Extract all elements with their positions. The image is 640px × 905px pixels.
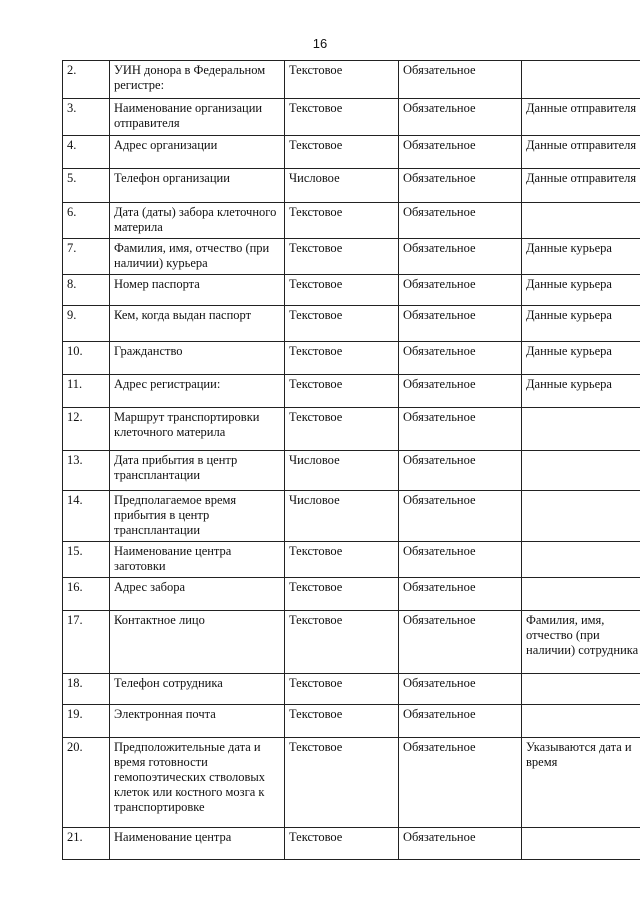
row-number: 13.	[63, 451, 110, 491]
row-number: 18.	[63, 674, 110, 705]
field-note	[522, 578, 640, 611]
table-row	[63, 611, 640, 674]
row-number: 2.	[63, 61, 110, 99]
table-row	[63, 578, 640, 611]
field-note	[522, 451, 640, 491]
field-type: Текстовое	[285, 239, 399, 275]
table-row	[63, 375, 640, 408]
field-name: Наименование центра заготовки	[110, 542, 285, 578]
field-type: Числовое	[285, 169, 399, 203]
row-number: 19.	[63, 705, 110, 738]
field-requirement: Обязательное	[399, 491, 522, 542]
field-name: Кем, когда выдан паспорт	[110, 306, 285, 342]
field-name: Телефон сотрудника	[110, 674, 285, 705]
table-row	[63, 451, 640, 491]
field-name: Электронная почта	[110, 705, 285, 738]
field-requirement: Обязательное	[399, 342, 522, 375]
field-name: Фамилия, имя, отчество (при наличии) курьера	[110, 239, 285, 275]
row-number: 12.	[63, 408, 110, 451]
fields-table	[62, 60, 640, 860]
field-name: Предполагаемое время прибытия в центр трансплантации	[110, 491, 285, 542]
row-number: 9.	[63, 306, 110, 342]
table-row	[63, 306, 640, 342]
field-note: Данные курьера	[522, 342, 640, 375]
field-note	[522, 203, 640, 239]
field-name: Адрес регистрации:	[110, 375, 285, 408]
row-number: 20.	[63, 738, 110, 828]
table-row	[63, 542, 640, 578]
field-note: Данные курьера	[522, 239, 640, 275]
field-note	[522, 542, 640, 578]
field-requirement: Обязательное	[399, 542, 522, 578]
field-requirement: Обязательное	[399, 375, 522, 408]
field-type: Текстовое	[285, 578, 399, 611]
table-row	[63, 136, 640, 169]
field-requirement: Обязательное	[399, 611, 522, 674]
field-requirement: Обязательное	[399, 99, 522, 136]
field-type: Текстовое	[285, 611, 399, 674]
table-row	[63, 738, 640, 828]
field-note	[522, 61, 640, 99]
field-type: Текстовое	[285, 408, 399, 451]
field-requirement: Обязательное	[399, 61, 522, 99]
field-requirement: Обязательное	[399, 451, 522, 491]
table-row	[63, 674, 640, 705]
field-requirement: Обязательное	[399, 306, 522, 342]
table-row	[63, 342, 640, 375]
table-row	[63, 99, 640, 136]
field-type: Текстовое	[285, 375, 399, 408]
row-number: 3.	[63, 99, 110, 136]
field-requirement: Обязательное	[399, 705, 522, 738]
field-name: УИН донора в Федеральном регистре:	[110, 61, 285, 99]
field-type: Числовое	[285, 491, 399, 542]
field-name: Наименование организации отправителя	[110, 99, 285, 136]
field-requirement: Обязательное	[399, 578, 522, 611]
field-type: Текстовое	[285, 738, 399, 828]
table-row	[63, 408, 640, 451]
row-number: 17.	[63, 611, 110, 674]
field-type: Текстовое	[285, 61, 399, 99]
table-row	[63, 275, 640, 306]
field-name: Дата прибытия в центр трансплантации	[110, 451, 285, 491]
field-type: Текстовое	[285, 342, 399, 375]
field-requirement: Обязательное	[399, 169, 522, 203]
table-row	[63, 491, 640, 542]
row-number: 21.	[63, 828, 110, 860]
row-number: 5.	[63, 169, 110, 203]
field-type: Текстовое	[285, 705, 399, 738]
field-name: Наименование центра	[110, 828, 285, 860]
row-number: 6.	[63, 203, 110, 239]
field-requirement: Обязательное	[399, 275, 522, 306]
field-requirement: Обязательное	[399, 239, 522, 275]
field-note	[522, 408, 640, 451]
field-requirement: Обязательное	[399, 408, 522, 451]
field-type: Текстовое	[285, 203, 399, 239]
field-type: Текстовое	[285, 99, 399, 136]
field-name: Адрес забора	[110, 578, 285, 611]
field-type: Текстовое	[285, 674, 399, 705]
field-note: Данные курьера	[522, 375, 640, 408]
page-number: 16	[312, 36, 328, 51]
field-requirement: Обязательное	[399, 203, 522, 239]
field-name: Маршрут транспортировки клеточного материла	[110, 408, 285, 451]
field-requirement: Обязательное	[399, 674, 522, 705]
row-number: 4.	[63, 136, 110, 169]
field-note	[522, 705, 640, 738]
field-note: Данные отправителя	[522, 136, 640, 169]
row-number: 7.	[63, 239, 110, 275]
row-number: 16.	[63, 578, 110, 611]
table-row	[63, 828, 640, 860]
field-type: Текстовое	[285, 275, 399, 306]
field-note	[522, 674, 640, 705]
field-note: Данные отправителя	[522, 169, 640, 203]
field-type: Текстовое	[285, 828, 399, 860]
row-number: 14.	[63, 491, 110, 542]
field-note: Данные курьера	[522, 306, 640, 342]
field-type: Текстовое	[285, 306, 399, 342]
table-row	[63, 203, 640, 239]
field-requirement: Обязательное	[399, 828, 522, 860]
table-row	[63, 61, 640, 99]
table-row	[63, 239, 640, 275]
field-note: Фамилия, имя, отчество (при наличии) сотрудника	[522, 611, 640, 674]
row-number: 8.	[63, 275, 110, 306]
field-type: Числовое	[285, 451, 399, 491]
field-name: Номер паспорта	[110, 275, 285, 306]
field-note	[522, 828, 640, 860]
field-name: Гражданство	[110, 342, 285, 375]
field-name: Контактное лицо	[110, 611, 285, 674]
field-type: Текстовое	[285, 542, 399, 578]
field-name: Дата (даты) забора клеточного материла	[110, 203, 285, 239]
row-number: 10.	[63, 342, 110, 375]
row-number: 11.	[63, 375, 110, 408]
field-name: Предположительные дата и время готовности гемопоэтических стволовых клеток или костного мозга к транспортировке	[110, 738, 285, 828]
field-type: Текстовое	[285, 136, 399, 169]
table-row	[63, 169, 640, 203]
table-row	[63, 705, 640, 738]
field-note	[522, 491, 640, 542]
field-requirement: Обязательное	[399, 738, 522, 828]
field-name: Адрес организации	[110, 136, 285, 169]
field-name: Телефон организации	[110, 169, 285, 203]
field-note: Данные отправителя	[522, 99, 640, 136]
field-requirement: Обязательное	[399, 136, 522, 169]
field-note: Указываются дата и время	[522, 738, 640, 828]
field-note: Данные курьера	[522, 275, 640, 306]
row-number: 15.	[63, 542, 110, 578]
